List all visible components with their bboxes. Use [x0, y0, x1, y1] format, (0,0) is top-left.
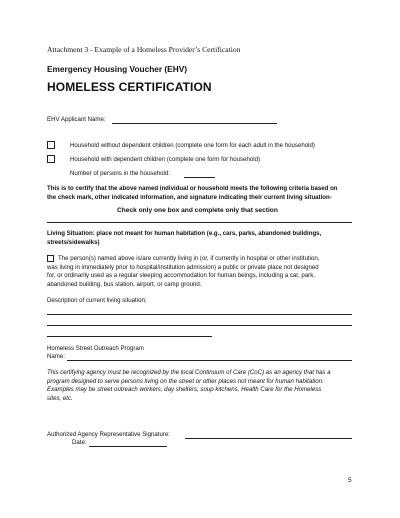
description-label: Description of current living situation:	[47, 297, 147, 304]
outreach-note: This certifying agency must be recognized by the local Continuum of Care (CoC) as an agency that has a program designed to serve persons living on the street or other places not meant for human habitation. Examples may be street outreach workers, day shelters, soup kitchens, Health Care for the Homeless sites, etc.	[47, 369, 331, 403]
document-title: HOMELESS CERTIFICATION	[47, 80, 212, 94]
attachment-header: Attachment 3 - Example of a Homeless Provider’s Certification	[47, 45, 241, 54]
description-line-2[interactable]	[47, 325, 352, 326]
date-field[interactable]	[89, 446, 167, 447]
living-situation-heading: Living Situation: place not meant for human habitation (e.g., cars, parks, abandoned buildings, streets/sidewalks)	[47, 230, 322, 246]
signature-field[interactable]	[185, 438, 352, 439]
description-line-3[interactable]	[47, 336, 212, 337]
section-divider	[47, 222, 352, 223]
persons-count-field[interactable]	[184, 177, 215, 178]
date-label: Date:	[72, 439, 87, 446]
checkbox-household-with-children[interactable]	[47, 155, 55, 163]
household-without-children-label: Household without dependent children (complete one form for each adult in the household)	[70, 142, 315, 149]
outreach-name-field[interactable]	[67, 360, 352, 361]
checkbox-household-without-children[interactable]	[47, 141, 55, 149]
signature-label: Authorized Agency Representative Signature:	[47, 431, 170, 438]
living-situation-statement: The person(s) named above is/are currently living in (or, if currently in hospital or other institution, was living in immediately prior to hospital/institution admission) a public or private place not designed for, or ordinarily used as a regular sleeping accommodation for human beings, including a car, park, abandoned building, bus station, airport, or camp ground.	[47, 255, 320, 289]
description-line-1[interactable]	[47, 314, 352, 315]
certification-statement: This is to certify that the above named individual or household meets the following criteria based on the check mark, other indicated information, and signature indicating their current living situation-	[47, 185, 338, 201]
applicant-name-label: EHV Applicant Name:	[47, 116, 106, 123]
household-with-children-label: Household with dependent children (complete one form for household)	[70, 156, 261, 163]
persons-count-label: Number of persons in the household:	[70, 170, 170, 177]
applicant-name-field[interactable]	[112, 123, 277, 124]
document-subtitle: Emergency Housing Voucher (EHV)	[47, 64, 187, 74]
outreach-name-label: Name:	[47, 353, 65, 360]
page-number: 5	[348, 477, 352, 484]
outreach-program-label: Homeless Street Outreach Program	[47, 345, 144, 352]
certification-instruction: Check only one box and complete only that section	[117, 207, 278, 214]
